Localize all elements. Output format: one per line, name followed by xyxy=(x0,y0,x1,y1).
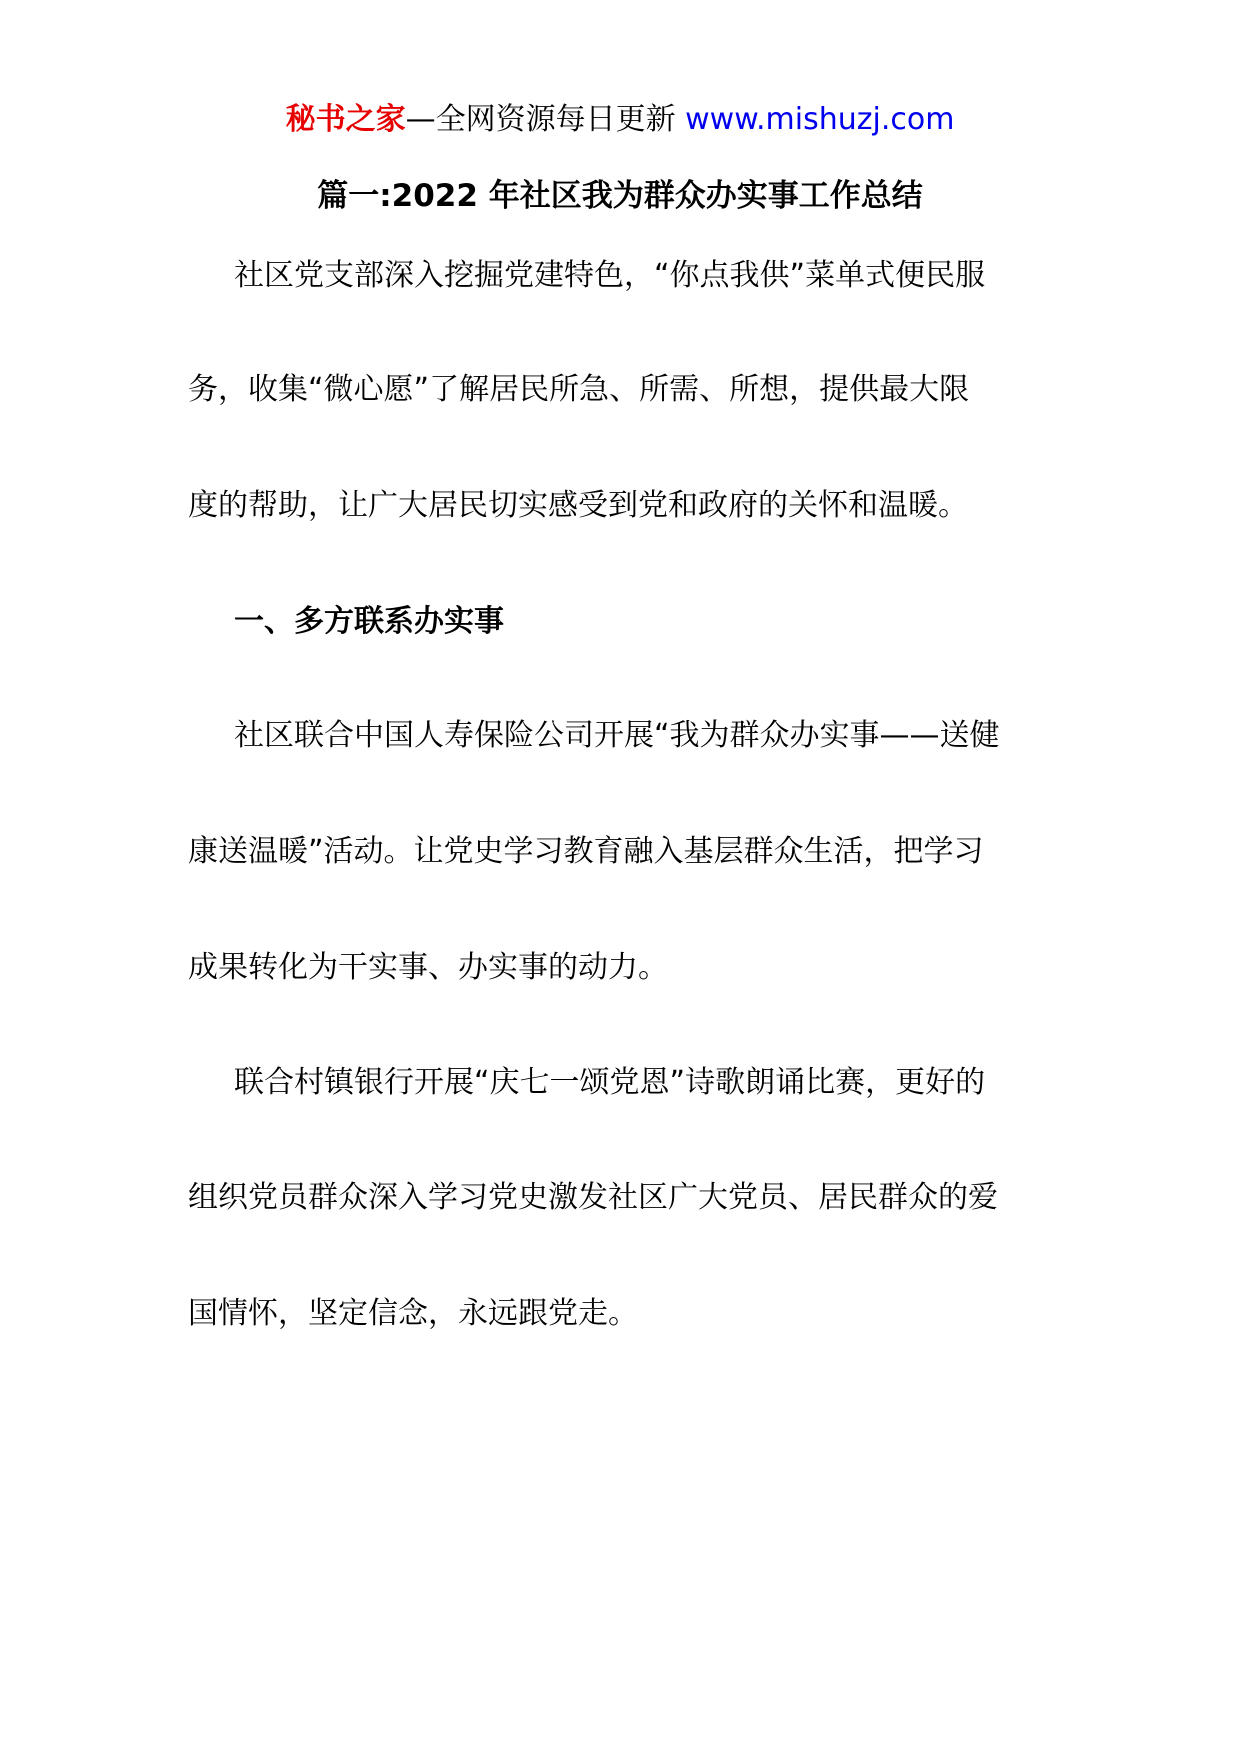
paragraph-line: 社区党支部深入挖掘党建特色，“你点我供”菜单式便民服 xyxy=(234,258,986,293)
document-title: 篇一:2022 年社区我为群众办实事工作总结 xyxy=(317,178,923,214)
paragraph-line: 康送温暖”活动。让党史学习教育融入基层群众生活，把学习 xyxy=(188,834,984,869)
section-heading: 一、多方联系办实事 xyxy=(234,604,504,639)
paragraph-line: 度的帮助，让广大居民切实感受到党和政府的关怀和温暖。 xyxy=(188,488,968,523)
paragraph-line: 组织党员群众深入学习党史激发社区广大党员、居民群众的爱 xyxy=(188,1180,998,1215)
paragraph-line: 务，收集“微心愿”了解居民所急、所需、所想，提供最大限 xyxy=(188,372,970,407)
brand-name: 秘书之家 xyxy=(285,102,406,137)
site-url-link[interactable]: www.mishuzj.com xyxy=(685,102,955,137)
paragraph-line: 成果转化为干实事、办实事的动力。 xyxy=(188,950,668,985)
site-header xyxy=(0,100,1240,140)
paragraph-line: 联合村镇银行开展“庆七一颂党恩”诗歌朗诵比赛，更好的 xyxy=(234,1065,986,1100)
site-tagline: —全网资源每日更新 xyxy=(405,102,686,137)
paragraph-line: 社区联合中国人寿保险公司开展“我为群众办实事——送健 xyxy=(234,718,1000,753)
paragraph-line: 国情怀，坚定信念，永远跟党走。 xyxy=(188,1296,638,1331)
